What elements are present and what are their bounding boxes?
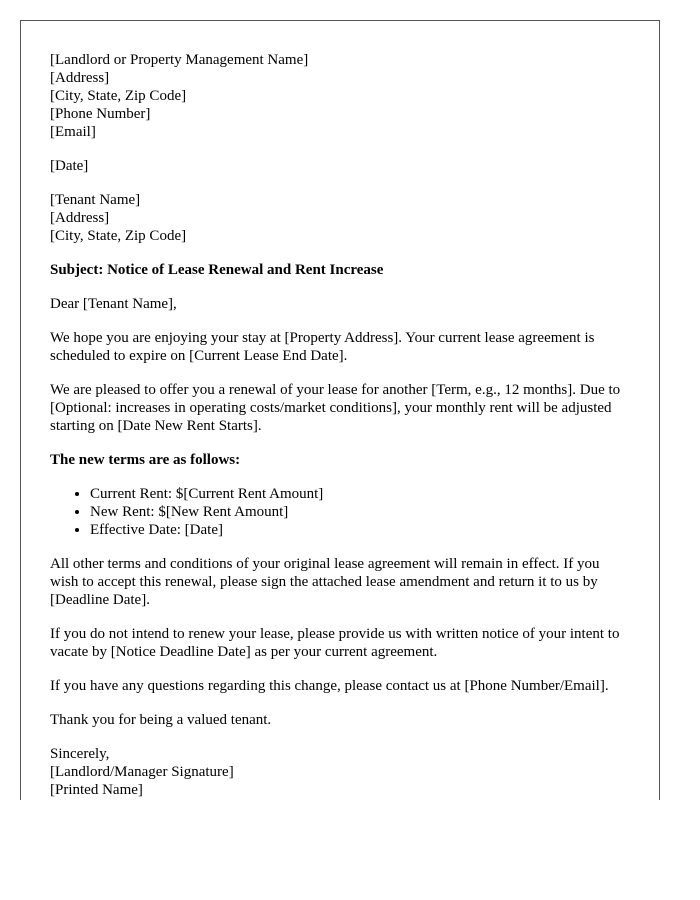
questions-paragraph: If you have any questions regarding this change, please contact us at [Phone Number/Email].	[50, 678, 609, 694]
sign-off: Sincerely,	[50, 746, 110, 762]
term-new-rent: • New Rent: $[New Rent Amount]	[90, 503, 630, 521]
recipient-city-state-zip: [City, State, Zip Code]	[50, 228, 187, 244]
recipient-block	[50, 191, 630, 245]
terms-heading: The new terms are as follows:	[50, 452, 241, 468]
sender-name: [Landlord or Property Management Name]	[50, 52, 309, 68]
offer-paragraph: We are pleased to offer you a renewal of your lease for another [Term, e.g., 12 months]. Due to [Optional: increases in operating costs/market conditions], your monthly rent will be adjusted starting on [Date New Rent Starts].	[50, 382, 621, 434]
other-terms-paragraph: All other terms and conditions of your original lease agreement will remain in effect. If you wish to accept this renewal, please sign the attached lease amendment and return it to us by [Deadline Date].	[50, 556, 600, 608]
subject-line: Subject: Notice of Lease Renewal and Rent Increase	[50, 262, 384, 278]
recipient-name: [Tenant Name]	[50, 192, 141, 208]
printed-name-placeholder: [Printed Name]	[50, 782, 143, 798]
term-current-rent: • Current Rent: $[Current Rent Amount]	[90, 485, 630, 503]
term-effective-date: • Effective Date: [Date]	[90, 521, 630, 539]
closing-block	[50, 745, 630, 799]
terms-list	[50, 485, 630, 539]
sender-phone: [Phone Number]	[50, 106, 151, 122]
letter-page	[20, 20, 660, 800]
intro-paragraph: We hope you are enjoying your stay at [Property Address]. Your current lease agreement is scheduled to expire on [Current Lease End Date].	[50, 330, 595, 364]
greeting: Dear [Tenant Name],	[50, 296, 177, 312]
recipient-address: [Address]	[50, 210, 110, 226]
sender-city-state-zip: [City, State, Zip Code]	[50, 88, 187, 104]
sender-address: [Address]	[50, 70, 110, 86]
thanks-paragraph: Thank you for being a valued tenant.	[50, 712, 272, 728]
no-renew-paragraph: If you do not intend to renew your lease, please provide us with written notice of your intent to vacate by [Notice Deadline Date] as per your current agreement.	[50, 626, 620, 660]
date-block	[50, 157, 630, 175]
sender-block	[50, 51, 630, 141]
sender-email: [Email]	[50, 124, 96, 140]
letter-date: [Date]	[50, 158, 89, 174]
signature-placeholder: [Landlord/Manager Signature]	[50, 764, 234, 780]
